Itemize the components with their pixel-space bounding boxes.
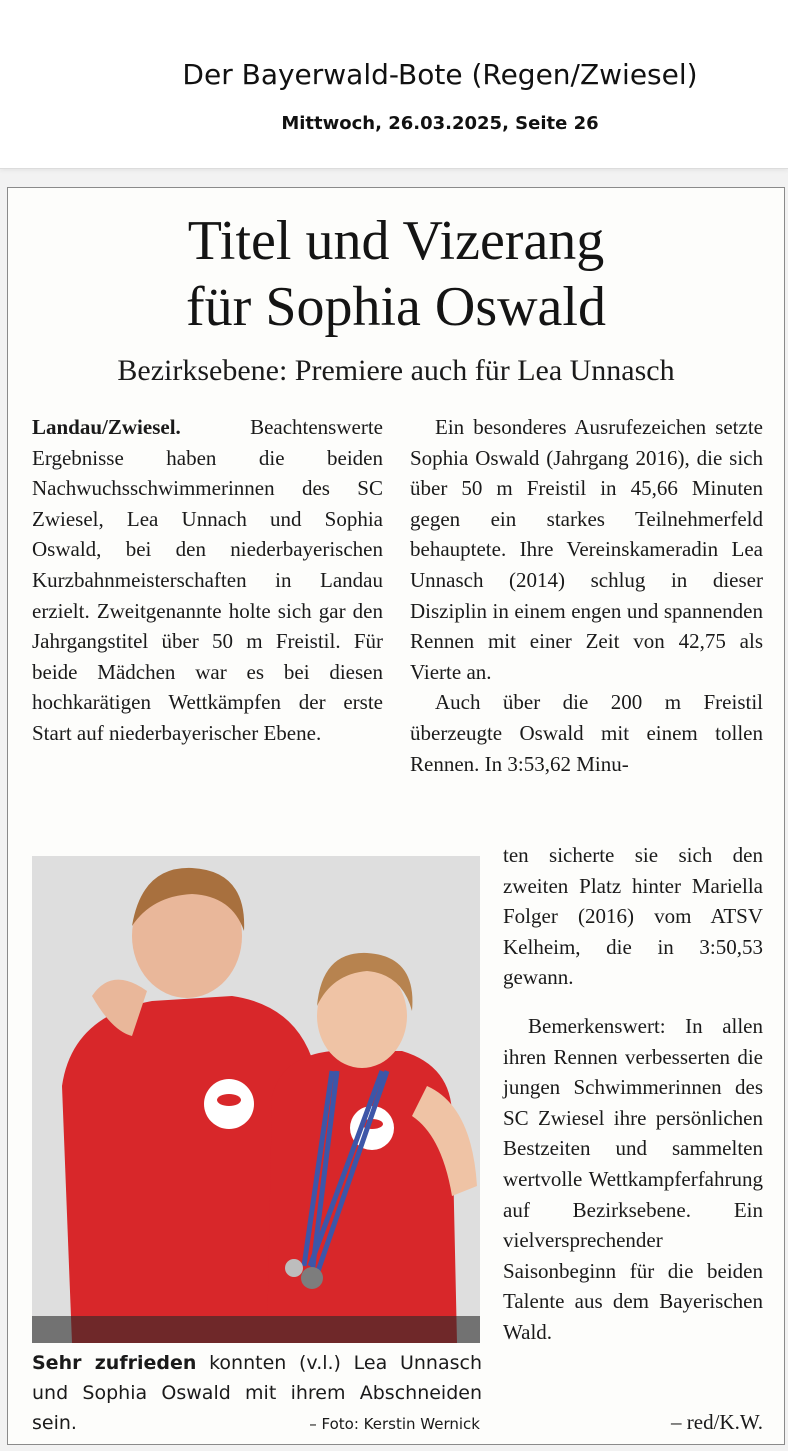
photo-credit: – Foto: Kerstin Wernick [309, 1415, 480, 1433]
article-author: – red/K.W. [671, 1410, 763, 1434]
headline-line-1: Titel und Vizerang [187, 210, 605, 272]
paragraph-3-end: ten sicherte sie sich den zweiten Platz hinter Mariella Folger (2016) vom ATSV Kelheim, die in 3:50,53 gewann. [503, 843, 763, 990]
article-column-left [32, 412, 383, 749]
paragraph-1 [32, 412, 383, 749]
caption-bold: Sehr zufrieden [32, 1352, 197, 1374]
paragraph-1-text: Beachtenswerte Ergebnisse haben die beiden Nachwuchsschwimmerinnen des SC Zwiesel, Lea Unnach und Sophia Oswald, bei den niederbayerischen Kurzbahnmeisterschaften in Landau erzielt. Zweitgenannte holte sich gar den Jahrgangstitel über 50 m Freistil. Für beide Mädchen war es bei diesen hochkarätigen Wettkämpfen der erste Start auf niederbayerischer Ebene. [32, 415, 383, 745]
paragraph-3-start: Auch über die 200 m Freistil überzeugte Oswald mit einem tollen Rennen. In 3:53,62 Minu- [410, 690, 763, 776]
article-photo [32, 856, 480, 1343]
medal-2 [301, 1267, 323, 1289]
photo-two-swimmers [32, 856, 480, 1343]
article-clipping [7, 187, 785, 1445]
paragraph-4: Bemerkenswert: In allen ihren Rennen verbesserten die jungen Schwimmerinnen des SC Zwiesel ihre persönlichen Bestzeiten und sammelten wertvolle Wettkampferfahrung auf Bezirksebene. Ein vielversprechender Saisonbeginn für die beiden Talente aus dem Bayerischen Wald. [503, 1013, 763, 1344]
article-headline [8, 208, 784, 340]
article-column-right [410, 412, 763, 779]
publication-title: Der Bayerwald-Bote (Regen/Zwiesel) [182, 58, 698, 91]
headline-line-2: für Sophia Oswald [186, 276, 606, 338]
article-column-right-narrow [503, 840, 763, 1348]
publication-date-page: Mittwoch, 26.03.2025, Seite 26 [281, 113, 599, 134]
dateline: Landau/Zwiesel. [32, 415, 181, 439]
medal-1 [285, 1259, 303, 1277]
paragraph-2: Ein besonderes Ausrufezeichen setzte Sophia Oswald (Jahrgang 2016), die sich über 50 m Freistil in 45,66 Minuten gegen ein starkes Teilnehmerfeld behauptete. Ihre Vereinskameradin Lea Unnasch (2014) schlug in dieser Disziplin in einem engen und spannenden Rennen mit einer Zeit von 42,75 als Vierte an. [410, 415, 763, 684]
caption-text: konnten (v.l.) Lea Unnasch und Sophia Oswald mit ihrem Abschneiden sein. [32, 1352, 482, 1434]
article-subheadline: Bezirksebene: Premiere auch für Lea Unnasch [117, 354, 675, 387]
masthead [0, 0, 788, 169]
